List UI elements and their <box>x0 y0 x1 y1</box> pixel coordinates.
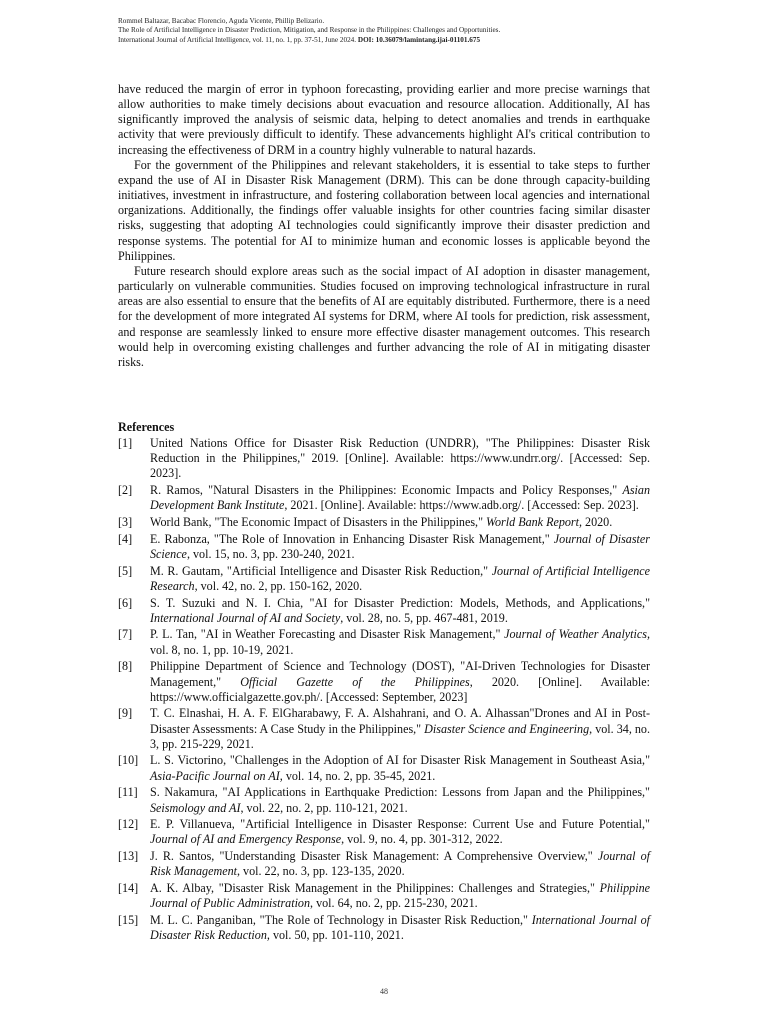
reference-text-tail: vol. 8, no. 1, pp. 10-19, 2021. <box>150 642 294 657</box>
reference-item <box>118 817 650 847</box>
reference-item <box>118 881 650 911</box>
reference-item <box>118 913 650 943</box>
reference-text <box>150 627 650 657</box>
reference-text <box>150 436 650 481</box>
reference-text <box>150 881 650 911</box>
reference-number: [1] <box>118 436 133 450</box>
paragraph: have reduced the margin of error in typhoon forecasting, providing earlier and more precise warnings that allow authorities to make timely decisions about evacuation and resource allocation. Additionally, AI has significantly improved the analysis of seismic data, helping to detect anomalies and trends in earthquake activity that were previously difficult to identify. These advancements highlight AI's critical contribution to increasing the effectiveness of DRM in a country highly vulnerable to natural hazards. <box>118 82 650 157</box>
reference-text-plain: United Nations Office for Disaster Risk Reduction (UNDRR), "The Philippines: Disaster Risk Reduction in the Philippines," 2019. [Online]. Available: https://www.undrr.org/. [Accessed: Sep. 2023]. <box>150 436 650 481</box>
reference-item <box>118 753 650 783</box>
reference-text-tail: , vol. 28, no. 5, pp. 467-481, 2019. <box>340 610 508 625</box>
reference-item <box>118 706 650 751</box>
paragraph: Future research should explore areas such as the social impact of AI adoption in disaster management, particularly on vulnerable communities. Studies focused on improving technological infrastructure in rural areas are also essential to ensure that the benefits of AI are equitably distributed. Furthermore, there is a need for the development of more integrated AI systems for DRM, where AI tools for prediction, risk assessment, and response are seamlessly linked to ensure more effective disaster management outcomes. This research would help in overcoming existing challenges and further advancing the role of AI in mitigating disaster risks. <box>118 263 650 369</box>
reference-number: [9] <box>118 706 133 721</box>
reference-source-italic: Journal of Disaster Science <box>150 531 650 561</box>
reference-text-plain: R. Ramos, "Natural Disasters in the Philippines: Economic Impacts and Policy Responses," <box>150 483 623 498</box>
reference-source-italic: Seismology and AI <box>150 800 241 815</box>
reference-source-italic: Asian Development Bank Institute <box>150 483 650 513</box>
reference-source-italic: Philippine Journal of Public Administration <box>150 881 650 911</box>
reference-text-plain: Philippine Department of Science and Technology (DOST), "AI-Driven Technologies for Disaster Management," <box>150 659 650 689</box>
reference-item <box>118 483 650 513</box>
reference-text-plain: S. T. Suzuki and N. I. Chia, "AI for Disaster Prediction: Models, Methods, and Applications," <box>150 595 650 610</box>
reference-item <box>118 627 650 657</box>
reference-item <box>118 785 650 815</box>
reference-text-plain: M. R. Gautam, "Artificial Intelligence and Disaster Risk Reduction," <box>150 563 492 578</box>
reference-number: [11] <box>118 785 138 800</box>
reference-text-plain: A. K. Albay, "Disaster Risk Management in the Philippines: Challenges and Strategies," <box>150 881 600 896</box>
reference-text-plain: P. L. Tan, "AI in Weather Forecasting and Disaster Risk Management," <box>150 627 505 642</box>
reference-source-italic: Journal of Artificial Intelligence Research <box>150 563 650 593</box>
reference-number: [3] <box>118 514 133 529</box>
reference-source-italic: Journal of Risk Management <box>150 849 651 879</box>
reference-text <box>150 817 650 847</box>
reference-item <box>118 564 650 594</box>
reference-text <box>150 659 650 704</box>
reference-number: [13] <box>118 849 139 864</box>
reference-text <box>150 532 650 562</box>
reference-text-tail: 2020. <box>582 514 613 529</box>
reference-text <box>150 849 650 879</box>
body-text <box>118 82 650 370</box>
reference-text <box>150 706 650 751</box>
reference-item <box>118 515 650 530</box>
reference-text-tail: , vol. 22, no. 2, pp. 110-121, 2021. <box>240 800 408 815</box>
reference-source-italic: Journal of Weather Analytics, <box>504 627 650 642</box>
reference-text <box>150 596 650 626</box>
header-journal <box>118 36 658 45</box>
header-authors: Rommel Baltazar, Bacabac Florencio, Aguda Vicente, Phillip Belizario. <box>118 17 325 25</box>
reference-number: [14] <box>118 881 139 896</box>
reference-text <box>150 753 650 783</box>
reference-text-plain: World Bank, "The Economic Impact of Disasters in the Philippines," <box>150 514 487 529</box>
reference-source-italic: Disaster Science and Engineering <box>424 721 590 736</box>
header-journal-citation: International Journal of Artificial Intelligence, vol. 11, no. 1, pp. 37-51, June 2024. <box>118 35 357 44</box>
reference-text-tail: , vol. 34, no. 3, pp. 215-229, 2021. <box>150 721 650 751</box>
reference-item <box>118 532 650 562</box>
reference-number: [6] <box>118 595 133 610</box>
reference-text-plain: J. R. Santos, "Understanding Disaster Risk Management: A Comprehensive Overview," <box>150 849 598 864</box>
reference-source-italic: International Journal of AI and Society <box>150 610 341 625</box>
reference-text-tail: , 2020. [Online]. Available: https://www.officialgazette.gov.ph/. [Accessed: September, 2023] <box>150 674 650 704</box>
reference-source-italic: Asia-Pacific Journal on AI, <box>150 768 283 783</box>
reference-text-plain: L. S. Victorino, "Challenges in the Adoption of AI for Disaster Risk Management in Southeast Asia," <box>150 753 650 768</box>
page-number: 48 <box>380 987 388 996</box>
reference-number: [5] <box>118 563 133 578</box>
paragraph: For the government of the Philippines and relevant stakeholders, it is essential to take steps to further expand the use of AI in Disaster Risk Management (DRM). This can be done through capacity-building initiatives, investment in infrastructure, and fostering collaboration between local agencies and international organizations. Additionally, the findings offer valuable insights for other countries facing similar disaster risks, suggesting that adopting AI technologies could significantly improve their disaster prediction and response systems. The potential for AI to minimize human and economic losses is applicable beyond the Philippines. <box>118 157 650 263</box>
reference-item <box>118 436 650 481</box>
reference-text-tail: vol. 50, pp. 101-110, 2021. <box>269 928 404 943</box>
reference-number: [10] <box>118 753 139 768</box>
reference-number: [7] <box>118 627 133 642</box>
header-title: The Role of Artificial Intelligence in Disaster Prediction, Mitigation, and Response in the Philippines: Challenges and Opportunities. <box>118 26 501 35</box>
reference-text-tail: , vol. 42, no. 2, pp. 150-162, 2020. <box>194 578 363 593</box>
reference-text-plain: T. C. Elnashai, H. A. F. ElGharabawy, F. A. Alshahrani, and O. A. Alhassan"Drones and AI in Post-Disaster Assessments: A Case Study in the Philippines," <box>150 706 650 736</box>
reference-text-tail: , vol. 64, no. 2, pp. 215-230, 2021. <box>310 896 478 911</box>
reference-number: [2] <box>118 483 133 498</box>
reference-text-tail: , vol. 15, no. 3, pp. 230-240, 2021. <box>186 546 355 561</box>
reference-number: [8] <box>118 659 133 674</box>
references-list <box>118 436 650 945</box>
reference-item <box>118 659 650 704</box>
reference-text-tail: , 2021. [Online]. Available: https://www.adb.org/. [Accessed: Sep. 2023]. <box>284 498 639 513</box>
reference-source-italic: Journal of AI and Emergency Response <box>150 832 342 847</box>
reference-source-italic: International Journal of Disaster Risk Reduction, <box>150 913 650 943</box>
reference-source-italic: Official Gazette of the Philippines <box>240 674 470 689</box>
reference-text-plain: M. L. C. Panganiban, "The Role of Technology in Disaster Risk Reduction," <box>150 913 532 927</box>
reference-text-tail: , vol. 22, no. 3, pp. 123-135, 2020. <box>236 864 405 879</box>
reference-text <box>150 564 650 594</box>
reference-text-tail: vol. 14, no. 2, pp. 35-45, 2021. <box>282 768 436 783</box>
reference-number: [15] <box>118 913 139 927</box>
reference-item <box>118 849 650 879</box>
header-doi: DOI: 10.36079/lamintang.ijai-01101.675 <box>357 35 481 44</box>
reference-text-plain: E. Rabonza, "The Role of Innovation in Enhancing Disaster Risk Management," <box>150 531 554 546</box>
reference-text <box>150 515 650 530</box>
reference-number: [12] <box>118 817 139 832</box>
reference-number: [4] <box>118 531 133 546</box>
reference-text-plain: S. Nakamura, "AI Applications in Earthquake Prediction: Lessons from Japan and the Philippines," <box>150 785 650 800</box>
reference-item <box>118 596 650 626</box>
running-header <box>118 17 658 45</box>
reference-text-plain: E. P. Villanueva, "Artificial Intelligence in Disaster Response: Current Use and Future Potential," <box>150 817 650 832</box>
reference-text-tail: , vol. 9, no. 4, pp. 301-312, 2022. <box>341 832 503 847</box>
reference-source-italic: World Bank Report, <box>486 514 583 529</box>
reference-text <box>150 483 650 513</box>
reference-text <box>150 785 650 815</box>
reference-text <box>150 913 650 943</box>
references-heading: References <box>118 420 175 434</box>
